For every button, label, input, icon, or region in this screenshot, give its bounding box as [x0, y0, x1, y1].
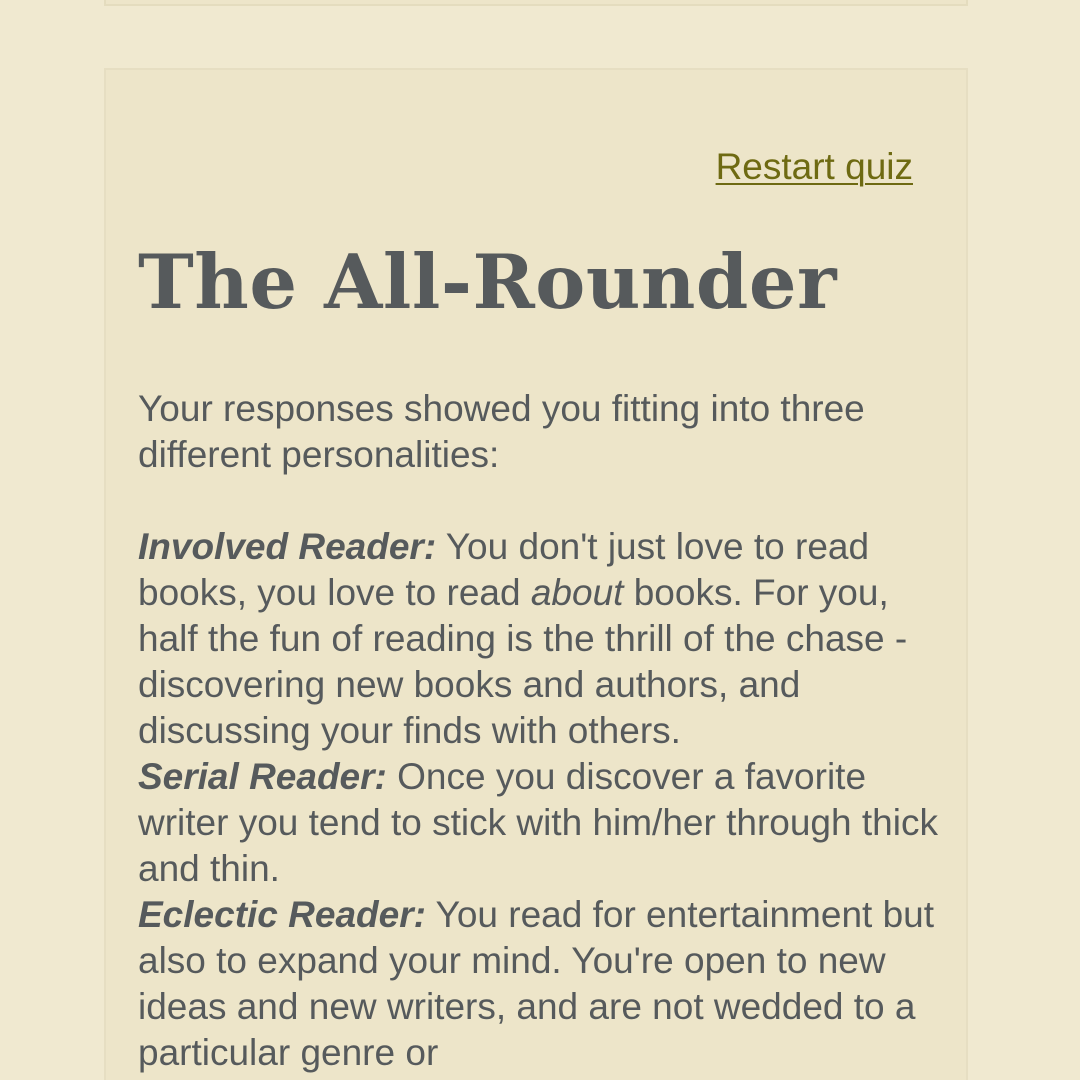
trait-description: Once you discover a favorite writer you tend to stick with him/her through thick and thin.: [138, 756, 938, 889]
trait-name: Serial Reader:: [138, 756, 387, 797]
result-description: [138, 386, 938, 1076]
trait-description: books. For you, half the fun of reading is the thrill of the chase - discovering new books and authors, and discussing your finds with others.: [138, 572, 908, 751]
trait-description: You read for entertainment but also to expand your mind. You're open to new ideas and new writers, and are not wedded to a particular genre or: [138, 894, 935, 1073]
trait-description: You don't just love to read books, you love to read: [138, 526, 870, 613]
result-title: The All-Rounder: [138, 238, 838, 326]
trait-eclectic-reader: [138, 892, 938, 1076]
result-intro: Your responses showed you fitting into three different personalities:: [138, 388, 865, 475]
restart-quiz-link[interactable]: Restart quiz: [715, 146, 913, 187]
trait-name: Involved Reader:: [138, 526, 437, 567]
result-card: [104, 68, 968, 1080]
trait-involved-reader: [138, 524, 938, 754]
trait-serial-reader: [138, 754, 938, 892]
previous-card: [104, 0, 968, 6]
trait-name: Eclectic Reader:: [138, 894, 426, 935]
trait-description-emphasis: about: [530, 572, 624, 613]
